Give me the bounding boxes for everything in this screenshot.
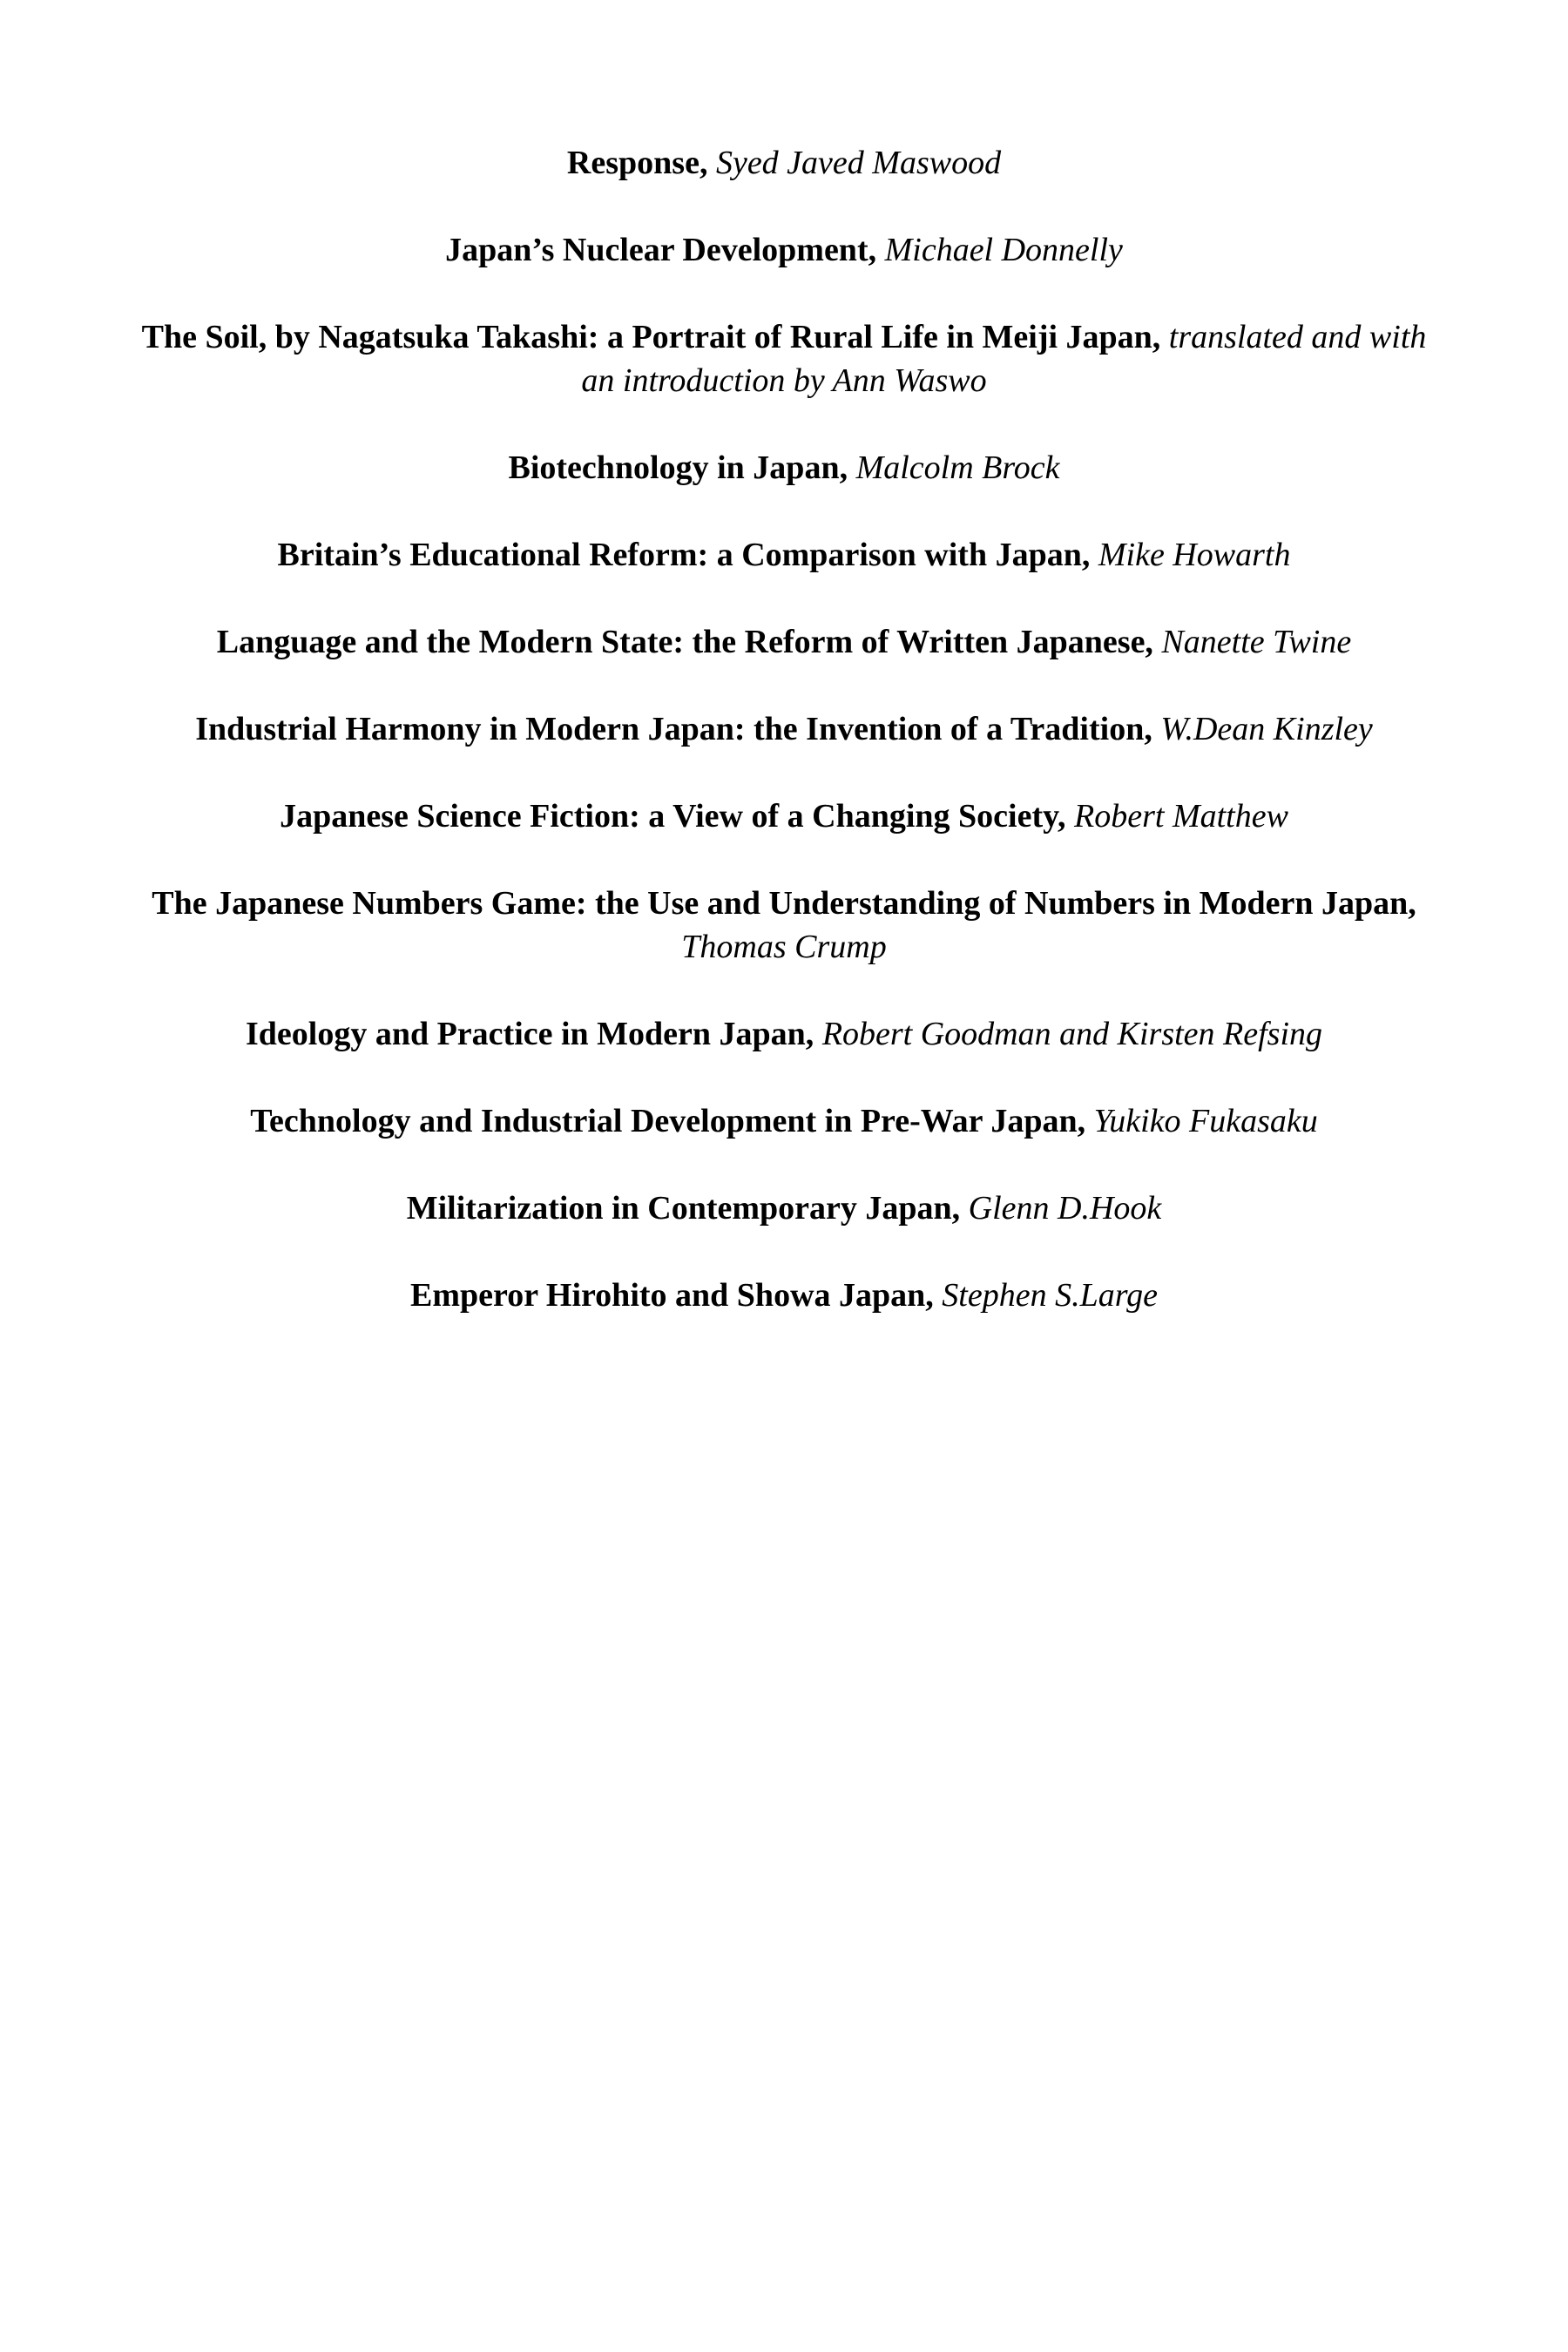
book-entry [122, 228, 1446, 272]
book-title: Emperor Hirohito and Showa Japan, [410, 1277, 934, 1314]
book-title: Militarization in Contemporary Japan, [406, 1190, 961, 1227]
book-entry [122, 1099, 1446, 1143]
book-entry [122, 141, 1446, 185]
book-entry [122, 794, 1446, 838]
book-entry [122, 1274, 1446, 1317]
book-title: Japan’s Nuclear Development, [445, 232, 877, 268]
book-entry [122, 533, 1446, 577]
book-author: Yukiko Fukasaku [1093, 1103, 1318, 1139]
book-title: Response, [566, 145, 708, 181]
book-title: Japanese Science Fiction: a View of a Changing Society, [280, 798, 1066, 835]
book-author: W.Dean Kinzley [1160, 711, 1373, 747]
book-entry [122, 707, 1446, 751]
book-author: Malcolm Brock [855, 449, 1060, 486]
book-author: Stephen S.Large [942, 1277, 1158, 1314]
book-entry [122, 620, 1446, 664]
book-entry [122, 1186, 1446, 1230]
book-author: Mike Howarth [1098, 537, 1291, 573]
book-author: Michael Donnelly [884, 232, 1123, 268]
book-title: Technology and Industrial Development in Pre-War Japan, [250, 1103, 1086, 1139]
book-list [122, 141, 1446, 1361]
book-title: Industrial Harmony in Modern Japan: the Invention of a Tradition, [195, 711, 1152, 747]
book-entry [122, 315, 1446, 402]
book-title: Language and the Modern State: the Reform of Written Japanese, [216, 624, 1153, 660]
book-author: Nanette Twine [1161, 624, 1352, 660]
book-entry [122, 1012, 1446, 1056]
book-author: Thomas Crump [681, 929, 887, 965]
book-title: Ideology and Practice in Modern Japan, [245, 1016, 814, 1052]
book-title: The Soil, by Nagatsuka Takashi: a Portrait of Rural Life in Meiji Japan, [141, 319, 1161, 355]
book-author: Robert Goodman and Kirsten Refsing [821, 1016, 1323, 1052]
book-title: Britain’s Educational Reform: a Comparison with Japan, [277, 537, 1091, 573]
book-author: Syed Javed Maswood [715, 145, 1002, 181]
book-entry [122, 882, 1446, 969]
book-author: Glenn D.Hook [968, 1190, 1162, 1227]
book-author: translated and with an introduction by Ann Waswo [581, 319, 1427, 399]
book-title: Biotechnology in Japan, [508, 449, 848, 486]
book-entry [122, 446, 1446, 490]
book-author: Robert Matthew [1074, 798, 1288, 835]
book-title: The Japanese Numbers Game: the Use and Understanding of Numbers in Modern Japan, [152, 885, 1416, 922]
